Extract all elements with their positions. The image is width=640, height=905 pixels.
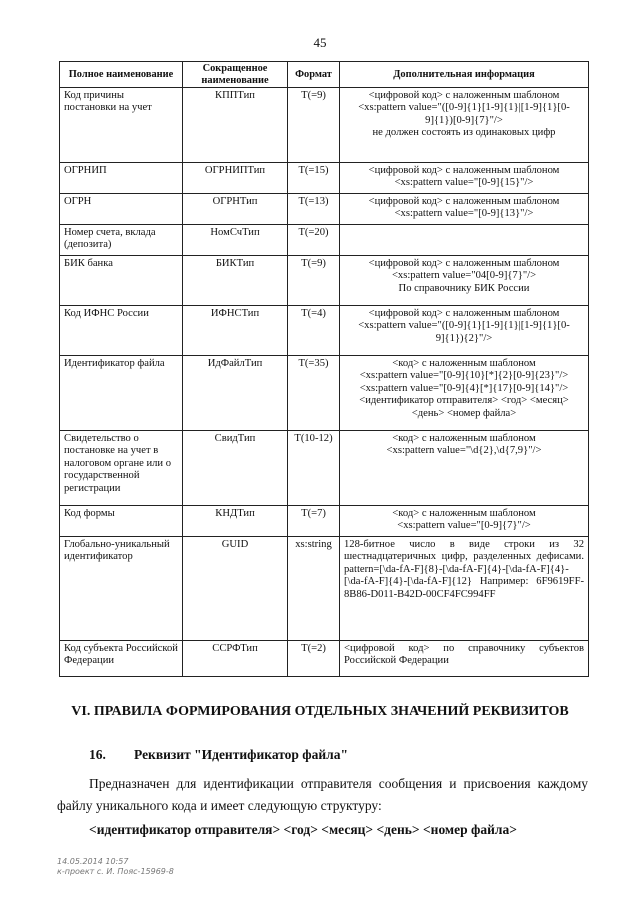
info-line: <цифровой код> с наложенным шаблоном [368,165,560,176]
info-line: <идентификатор отправителя> <год> <месяц> [359,395,569,407]
cell-short-name: СвидТип [183,431,288,506]
section-heading: VI. ПРАВИЛА ФОРМИРОВАНИЯ ОТДЕЛЬНЫХ ЗНАЧЕНИЙ РЕКВИЗИТОВ [71,704,569,719]
cell-format: T(=9) [288,88,340,163]
info-line: <день> <номер файла> [411,407,517,419]
table-row [60,506,589,537]
header-short-name: Сокращенное наименование [183,62,288,88]
info-line: <xs:pattern value="[0-9]{10}[*]{2}[0-9]{23}"/> [359,370,569,382]
cell-short-name: ССРФТип [183,641,288,677]
cell-format: T(=20) [288,225,340,256]
table-row [60,225,589,256]
cell-format: xs:string [288,537,340,641]
footer-stamp [57,857,174,877]
subsection-heading [89,747,348,763]
cell-full-name: Код ИФНС России [60,306,183,356]
cell-short-name: НомСчТип [183,225,288,256]
cell-additional-info [340,163,589,194]
subsection-number: 16. [89,747,106,762]
cell-full-name: Код причины постановки на учет [60,88,183,163]
file-id-structure: <идентификатор отправителя> <год> <месяц> <день> <номер файла> [89,822,517,837]
info-line: <цифровой код> с наложенным шаблоном [368,308,560,319]
info-line: <xs:pattern value="([0-9]{1}[1-9]{1}|[1-9]{1}[0- [358,320,570,332]
table-header-row [60,62,589,88]
footer-stamp-line: 14.05.2014 10:57 [57,857,129,866]
header-full-name: Полное наименование [60,62,183,88]
cell-additional-info [340,256,589,306]
cell-short-name: КППТип [183,88,288,163]
cell-full-name: ОГРН [60,194,183,225]
type-spec-table [59,61,589,677]
info-line: <цифровой код> с наложенным шаблоном [368,258,560,269]
cell-full-name: ОГРНИП [60,163,183,194]
info-line: По справочнику БИК России [398,282,530,294]
cell-additional-info [340,225,589,256]
cell-full-name: БИК банка [60,256,183,306]
cell-full-name: Номер счета, вклада (депозита) [60,225,183,256]
table-row [60,356,589,431]
cell-format: T(=7) [288,506,340,537]
cell-format: T(=4) [288,306,340,356]
cell-format: T(10-12) [288,431,340,506]
info-line: <код> с наложенным шаблоном [392,358,536,369]
table-row [60,431,589,506]
cell-short-name: КНДТип [183,506,288,537]
cell-format: T(=15) [288,163,340,194]
subsection-title: Реквизит "Идентификатор файла" [134,747,348,762]
cell-format: T(=2) [288,641,340,677]
cell-additional-info [340,506,589,537]
page-number: 45 [313,35,327,50]
cell-additional-info [340,356,589,431]
info-line: <код> с наложенным шаблоном [392,433,536,444]
header-additional-info: Дополнительная информация [340,62,589,88]
cell-additional-info: <цифровой код> по справочнику субъектов Российской Федерации [340,641,589,677]
table-row [60,88,589,163]
cell-full-name: Идентификатор файла [60,356,183,431]
table-row [60,306,589,356]
cell-additional-info [340,88,589,163]
info-line: 9]{1})[0-9]{7}"/> [425,114,503,126]
footer-stamp-line: к-проект с. И. Пояс-15969-8 [57,867,174,876]
info-line: <xs:pattern value="([0-9]{1}[1-9]{1}|[1-9]{1}[0- [358,102,570,114]
info-line: <код> с наложенным шаблоном [392,508,536,519]
header-format: Формат [288,62,340,88]
cell-short-name: GUID [183,537,288,641]
cell-format: T(=9) [288,256,340,306]
cell-full-name: Код формы [60,506,183,537]
cell-format: T(=35) [288,356,340,431]
cell-short-name: ИФНСТип [183,306,288,356]
cell-format: T(=13) [288,194,340,225]
info-line: <xs:pattern value="[0-9]{15}"/> [394,177,534,189]
cell-additional-info [340,431,589,506]
cell-short-name: ОГРНТип [183,194,288,225]
info-line: <xs:pattern value="[0-9]{7}"/> [397,520,531,532]
info-line: <xs:pattern value="04[0-9]{7}"/> [391,270,537,282]
table-row [60,537,589,641]
info-line: <xs:pattern value="[0-9]{13}"/> [394,208,534,220]
cell-full-name: Глобально-уникальный идентификатор [60,537,183,641]
cell-additional-info: 128-битное число в виде строки из 32 шестнадцатеричных цифр, разделенных дефисами. pattern=[\da-fA-F]{8}-[\da-fA-F]{4}-[\da-fA-F]{4}-[\da-fA-F]{4}-[\da-fA-F]{12} Например: 6F9619FF-8B86-D011-B42D-00CF4FC994FF [340,537,589,641]
table-row [60,163,589,194]
table-row [60,256,589,306]
cell-additional-info [340,306,589,356]
table-row [60,194,589,225]
info-line: 9]{1}){2}"/> [435,332,493,344]
body-paragraph: Предназначен для идентификации отправителя сообщения и присвоения каждому файлу уникального кода и имеет следующую структуру: [57,776,588,813]
info-line: <xs:pattern value="[0-9]{4}[*]{17}[0-9]{14}"/> [359,382,569,394]
table-row [60,641,589,677]
cell-additional-info [340,194,589,225]
info-line: <цифровой код> с наложенным шаблоном [368,90,560,101]
cell-short-name: ОГРНИПТип [183,163,288,194]
info-line: не должен состоять из одинаковых цифр [372,127,556,139]
info-line: <цифровой код> с наложенным шаблоном [368,196,560,207]
cell-short-name: БИКТип [183,256,288,306]
info-line: <xs:pattern value="\d{2},\d{7,9}"/> [386,445,542,457]
cell-full-name: Свидетельство о постановке на учет в налоговом органе или о государственной регистрации [60,431,183,506]
cell-full-name: Код субъекта Российской Федерации [60,641,183,677]
cell-short-name: ИдФайлТип [183,356,288,431]
